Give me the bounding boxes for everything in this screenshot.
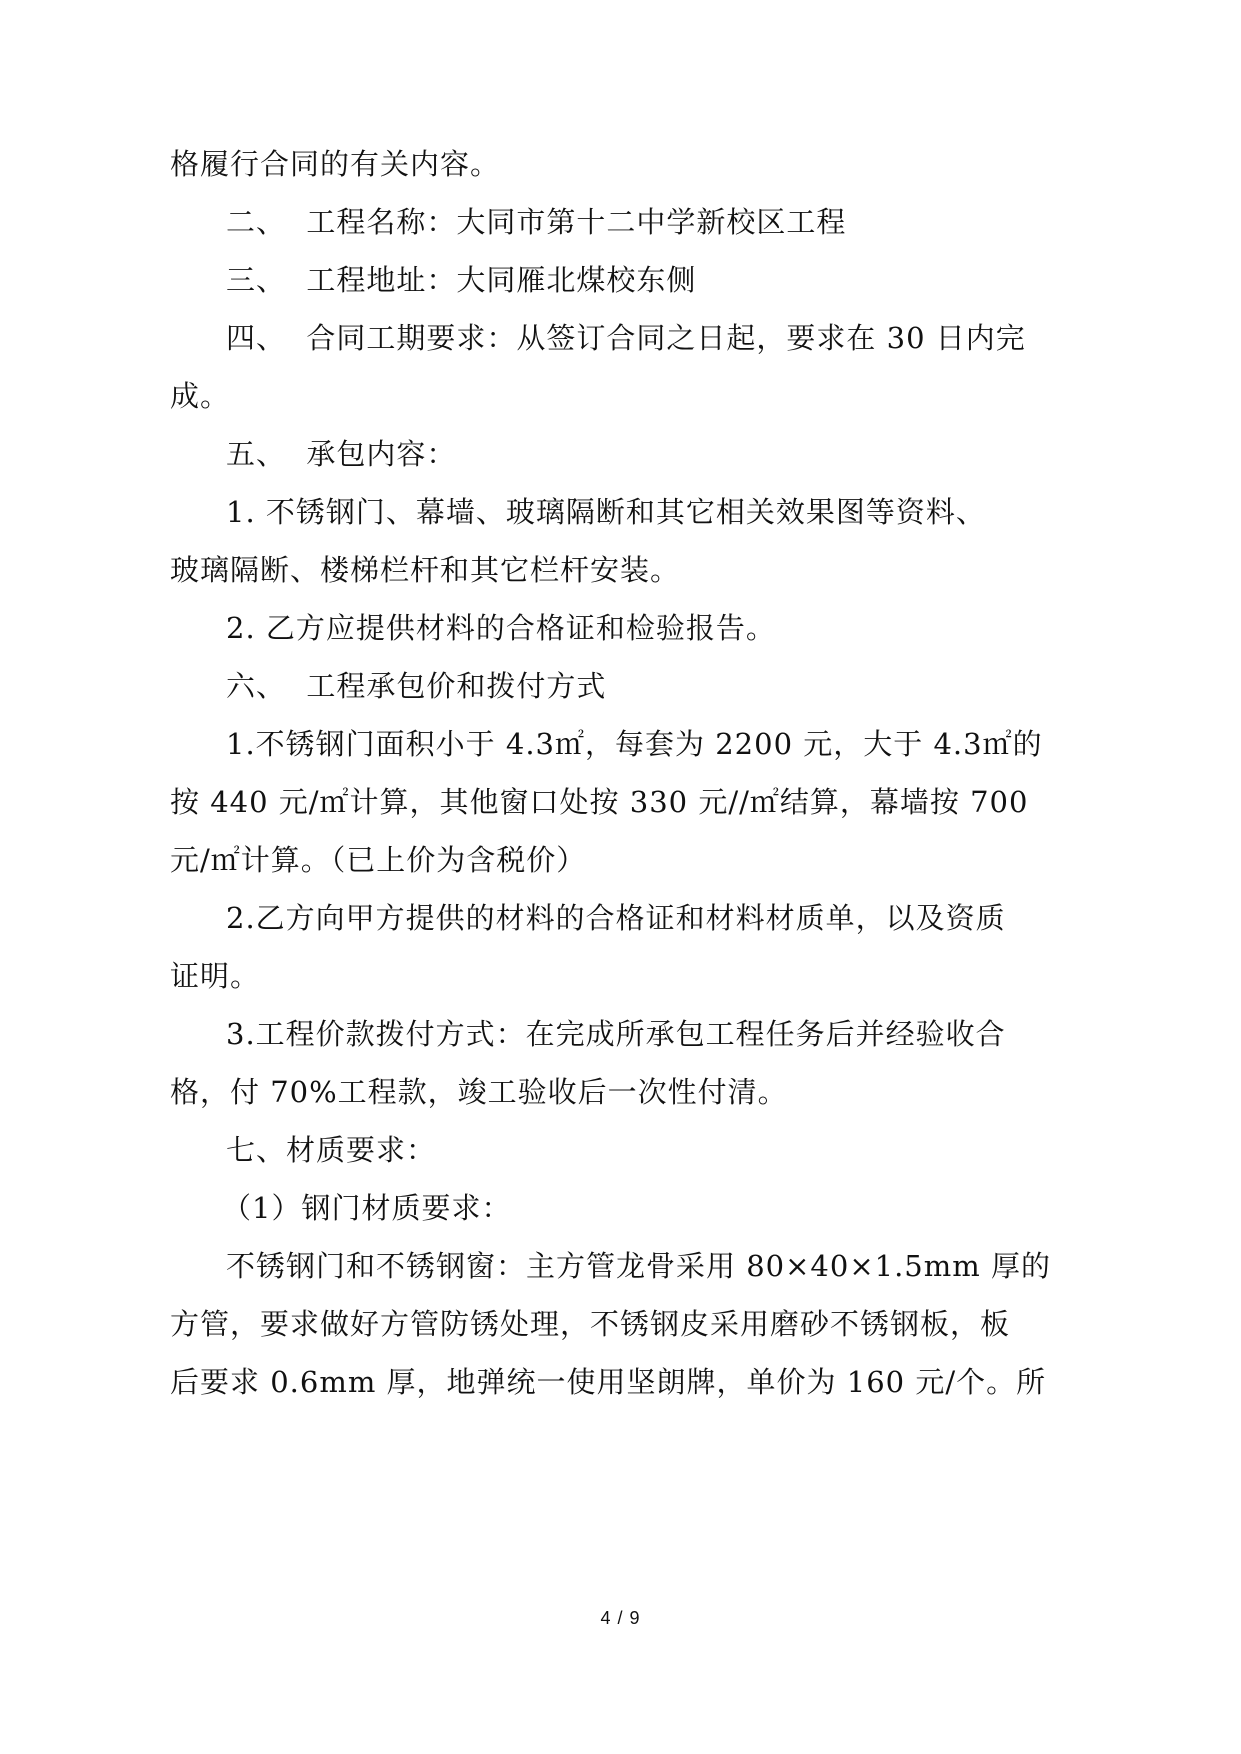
body-text-line: 玻璃隔断、楼梯栏杆和其它栏杆安装。 bbox=[170, 553, 681, 587]
list-item-line: 2. 乙方应提供材料的合格证和检验报告。 bbox=[226, 611, 776, 645]
section-6-heading: 六、 工程承包价和拨付方式 bbox=[226, 669, 607, 703]
section-5-heading: 五、 承包内容： bbox=[226, 437, 457, 471]
body-text-line: 方管，要求做好方管防锈处理，不锈钢皮采用磨砂不锈钢板，板 bbox=[170, 1307, 1011, 1341]
section-4-heading: 四、 合同工期要求：从签订合同之日起，要求在 30 日内完 bbox=[226, 321, 1026, 355]
body-text-line: 后要求 0.6mm 厚，地弹统一使用坚朗牌，单价为 160 元/个。所 bbox=[170, 1365, 1047, 1399]
body-text-line: 格，付 70%工程款，竣工验收后一次性付清。 bbox=[170, 1075, 788, 1109]
section-2-heading: 二、 工程名称：大同市第十二中学新校区工程 bbox=[226, 205, 847, 239]
body-text-line: 证明。 bbox=[170, 959, 261, 993]
section-7-heading: 七、材质要求： bbox=[226, 1133, 437, 1167]
body-text-line: 格履行合同的有关内容。 bbox=[170, 147, 501, 181]
body-text-line: 元/㎡计算。（已上价为含税价） bbox=[170, 843, 587, 877]
list-item-line: 1.不锈钢门面积小于 4.3㎡，每套为 2200 元，大于 4.3㎡的 bbox=[226, 727, 1043, 761]
section-3-heading: 三、 工程地址：大同雁北煤校东侧 bbox=[226, 263, 697, 297]
list-item-line: 3.工程价款拨付方式：在完成所承包工程任务后并经验收合 bbox=[226, 1017, 1006, 1051]
page-number: 4 / 9 bbox=[600, 1608, 641, 1628]
body-text-line: 不锈钢门和不锈钢窗：主方管龙骨采用 80×40×1.5mm 厚的 bbox=[226, 1249, 1051, 1283]
body-text-line: 成。 bbox=[170, 379, 231, 413]
body-text-line: 按 440 元/㎡计算，其他窗口处按 330 元//㎡结算，幕墙按 700 bbox=[170, 785, 1029, 819]
list-item-line: 1. 不锈钢门、幕墙、玻璃隔断和其它相关效果图等资料、 bbox=[226, 495, 986, 529]
list-item-line: 2.乙方向甲方提供的材料的合格证和材料材质单，以及资质 bbox=[226, 901, 1006, 935]
subsection-heading: （1）钢门材质要求： bbox=[222, 1191, 512, 1225]
